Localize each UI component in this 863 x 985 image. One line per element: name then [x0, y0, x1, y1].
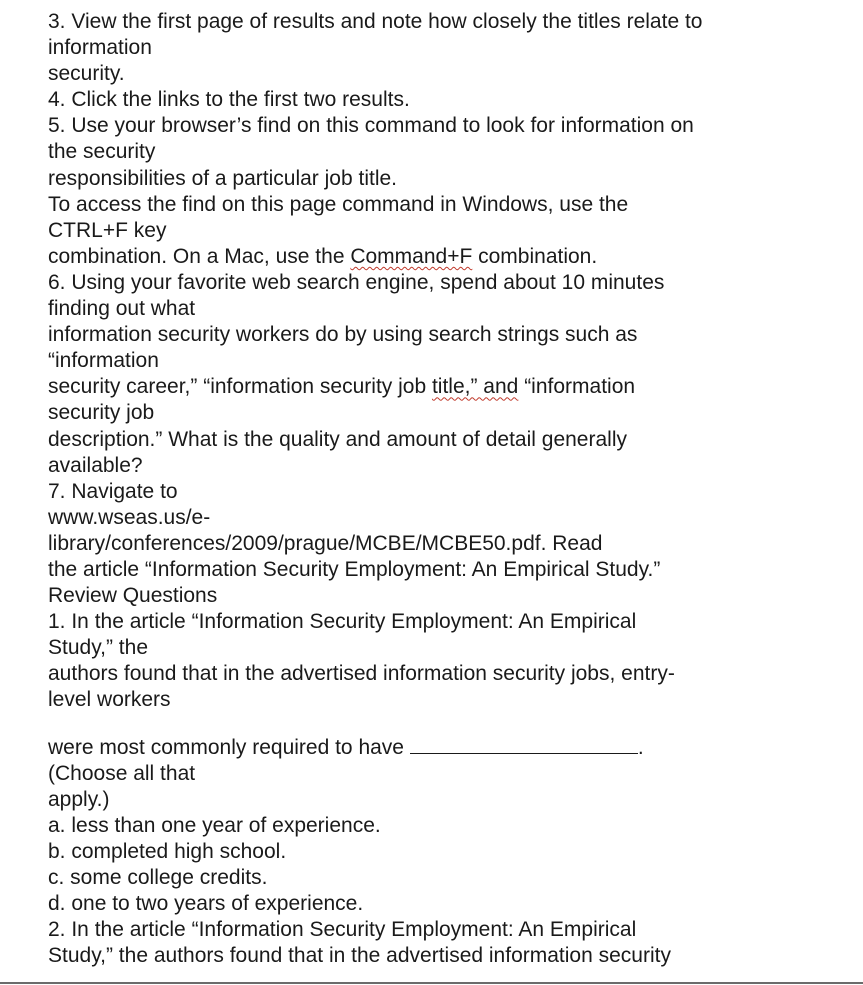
text-line: available?: [48, 453, 143, 477]
answer-option-d: d. one to two years of experience.: [48, 892, 364, 916]
text-line: information security workers do by using search strings such as: [48, 323, 638, 347]
text-line: “information: [48, 349, 159, 373]
text-line: authors found that in the advertised information security jobs, entry-: [48, 662, 675, 686]
text-segment: combination. On a Mac, use the: [48, 244, 351, 268]
text-line: library/conferences/2009/prague/MCBE/MCBE50.pdf. Read: [48, 531, 603, 555]
text-segment: “information: [518, 375, 636, 399]
text-line: responsibilities of a particular job title.: [48, 166, 398, 190]
text-line: 7. Navigate to: [48, 479, 178, 503]
answer-option-b: b. completed high school.: [48, 839, 287, 863]
text-line: Study,” the: [48, 636, 148, 660]
text-line: apply.): [48, 787, 110, 811]
text-line: the security: [48, 140, 156, 164]
text-line-search-strings: [48, 374, 848, 400]
text-line: finding out what: [48, 297, 196, 321]
text-line: To access the find on this page command in Windows, use the: [48, 192, 629, 216]
spellcheck-flagged-word[interactable]: Command+F: [350, 244, 473, 268]
paragraph-gap: [48, 714, 848, 735]
answer-option-c: c. some college credits.: [48, 866, 268, 889]
text-line: www.wseas.us/e-: [48, 505, 211, 529]
text-line: security.: [48, 62, 125, 86]
grammar-flagged-phrase[interactable]: title,” and: [431, 375, 519, 399]
text-line: information: [48, 36, 152, 60]
text-line: 1. In the article “Information Security Employment: An Empirical: [48, 610, 637, 634]
text-line: (Choose all that: [48, 761, 196, 785]
text-line: Study,” the authors found that in the advertised information security: [48, 944, 671, 968]
text-line: 5. Use your browser’s find on this command to look for information on: [48, 114, 694, 138]
text-line: level workers: [48, 688, 171, 712]
section-heading: Review Questions: [48, 584, 218, 608]
text-line-command: [48, 244, 848, 270]
answer-option-a: a. less than one year of experience.: [48, 813, 381, 837]
text-segment: .: [637, 735, 644, 759]
text-line: 3. View the first page of results and note how closely the titles relate to: [48, 10, 703, 33]
text-line: 2. In the article “Information Security Employment: An Empirical: [48, 918, 637, 942]
text-line: 6. Using your favorite web search engine, spend about 10 minutes: [48, 270, 665, 294]
answer-blank: [410, 737, 638, 754]
document-body: [48, 9, 848, 969]
text-segment: combination.: [472, 244, 598, 268]
text-line: description.” What is the quality and amount of detail generally: [48, 427, 627, 451]
page-bottom-divider: [0, 982, 863, 984]
text-segment: were most commonly required to have: [48, 735, 410, 759]
text-line: 4. Click the links to the first two results.: [48, 88, 410, 112]
text-line-fill-blank: [48, 735, 848, 761]
text-line: security job: [48, 401, 155, 425]
text-segment: security career,” “information security job: [48, 375, 432, 399]
text-line: the article “Information Security Employment: An Empirical Study.”: [48, 557, 661, 581]
text-line: CTRL+F key: [48, 218, 167, 242]
